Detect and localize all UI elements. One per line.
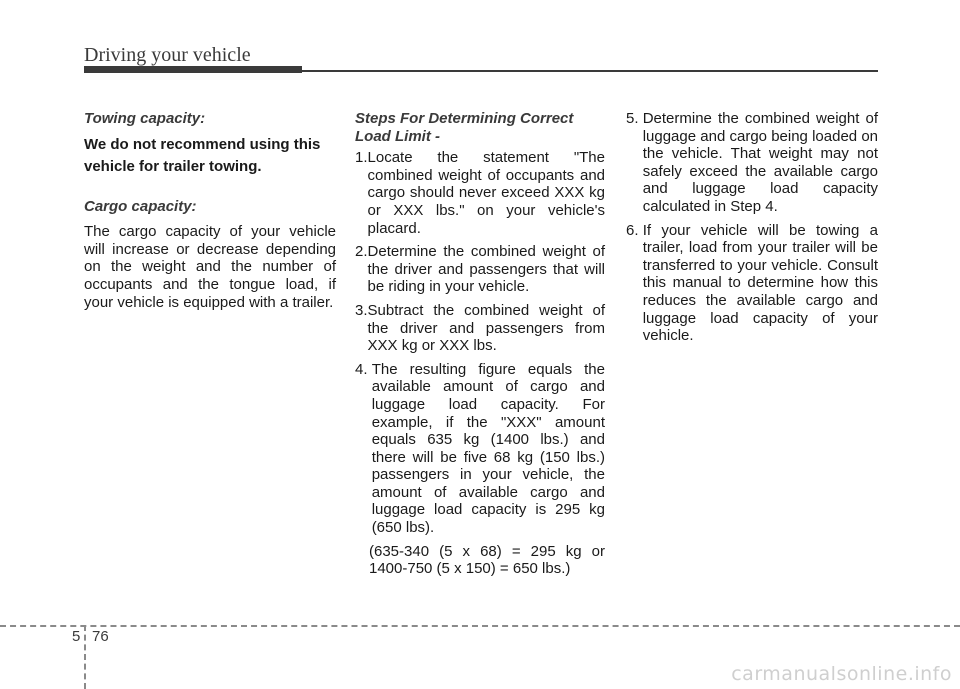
header-rule-thin xyxy=(302,70,878,72)
towing-capacity-heading: Towing capacity: xyxy=(84,110,206,127)
cargo-capacity-heading: Cargo capacity: xyxy=(84,197,197,215)
load-limit-steps xyxy=(355,149,605,536)
list-item xyxy=(355,149,605,237)
section-number: 5 xyxy=(72,628,81,645)
column-2 xyxy=(355,110,605,578)
step-text: If your vehicle will be towing a trailer, load from your trailer will be transferred to your vehicle. Consult this manual to determine how this reduces the available cargo and luggage load capacity of your vehicle. xyxy=(642,221,878,345)
page-header-title: Driving your vehicle xyxy=(84,44,251,66)
list-item xyxy=(355,243,605,296)
step-text: Locate the statement "The combined weight of occupants and cargo should never exceed XXX kg or XXX lbs." on your vehicle's placard. xyxy=(367,149,605,237)
step-number: 1. xyxy=(355,149,368,167)
step-text: Determine the combined weight of the driver and passengers that will be riding in your vehicle. xyxy=(367,243,605,296)
column-3 xyxy=(626,110,878,351)
step-number: 6. xyxy=(626,221,643,239)
step-number: 5. xyxy=(626,110,643,127)
footer-rule xyxy=(0,625,960,627)
list-item xyxy=(626,110,878,216)
step-number: 3. xyxy=(355,301,368,319)
step-number: 2. xyxy=(355,243,368,261)
list-item xyxy=(626,222,878,345)
towing-capacity-text: We do not recommend using this vehicle for trailer towing. xyxy=(84,135,321,175)
load-limit-heading: Steps For Determining Correct Load Limit - xyxy=(355,110,574,145)
page-number: 76 xyxy=(92,628,109,645)
list-item xyxy=(355,361,605,537)
watermark: carmanualsonline.info xyxy=(731,663,952,685)
step-number: 4. xyxy=(355,360,372,378)
step-text: The resulting figure equals the available amount of cargo and luggage load capacity. For example, if the "XXX" amount equals 635 kg (1400 lbs.) and there will be five 68 kg (150 lbs.) passengers in your vehicle, the amount of available cargo and luggage load capacity is 295 kg (650 lbs). xyxy=(371,360,605,537)
column-1 xyxy=(84,110,336,311)
step-text: Determine the combined weight of luggage and cargo being loaded on the vehicle. That weight may not safely exceed the available cargo and luggage load capacity calculated in Step 4. xyxy=(642,110,878,215)
header-rule-thick xyxy=(84,66,302,73)
footer-vertical-rule xyxy=(84,625,86,689)
cargo-capacity-text: The cargo capacity of your vehicle will increase or decrease depending on the weight and the number of occupants and the tongue load, if your vehicle is equipped with a trailer. xyxy=(84,223,336,311)
step-text: Subtract the combined weight of the driver and passengers from XXX kg or XXX lbs. xyxy=(367,301,605,355)
list-item xyxy=(355,302,605,355)
calculation-note: (635-340 (5 x 68) = 295 kg or 1400-750 (5 x 150) = 650 lbs.) xyxy=(369,542,605,578)
load-limit-steps-continued xyxy=(626,110,878,345)
